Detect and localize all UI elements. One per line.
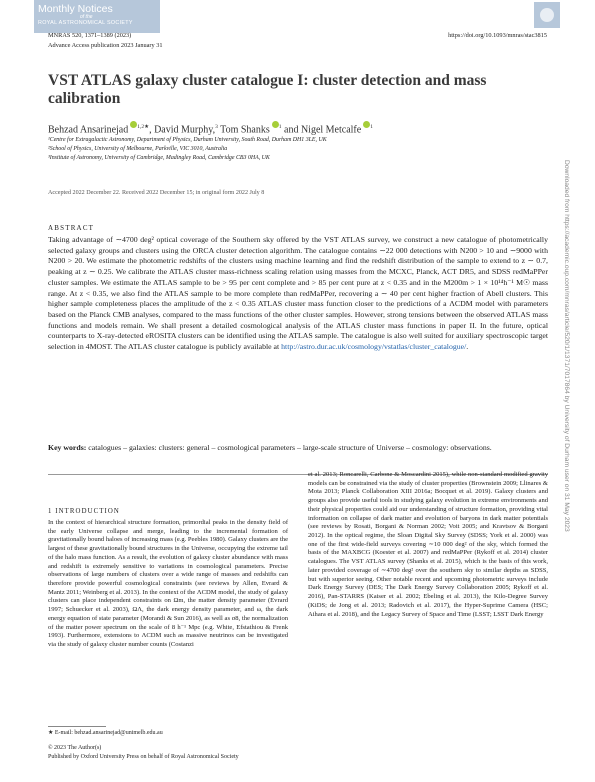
author-affil: 1: [278, 124, 282, 130]
corresponding-email[interactable]: ★ E-mail: behzad.ansarinejad@unimelb.edu.au: [48, 730, 163, 736]
author-affil: 3: [215, 124, 218, 130]
author-separator: and: [281, 124, 299, 136]
publisher-note: Published by Oxford University Press on behalf of Royal Astronomical Society: [48, 754, 239, 760]
catalogue-link[interactable]: http://astro.dur.ac.uk/cosmology/vstatlas/cluster_catalogue/: [281, 342, 467, 352]
affiliation: ³Institute of Astronomy, University of Cambridge, Madingley Road, Cambridge CB3 0HA, UK: [48, 155, 270, 161]
footnote-divider: [48, 726, 106, 727]
author-list: [48, 121, 373, 135]
download-watermark: Downloaded from https://academic.oup.com/mnras/article/520/1/1371/7017864 by University of Durham user on 31 May 2023: [563, 160, 570, 532]
abstract-heading: ABSTRACT: [48, 224, 95, 232]
advance-access: Advance Access publication 2023 January 31: [48, 42, 163, 49]
keywords: [48, 443, 548, 454]
abstract-text: [48, 235, 548, 353]
author-name: David Murphy,: [154, 124, 216, 136]
society-seal-icon: [534, 2, 560, 28]
author-affil: 1,2★: [137, 124, 150, 130]
paper-title: VST ATLAS galaxy cluster catalogue I: cluster detection and mass calibration: [48, 72, 487, 107]
affiliation: ¹Centre for Extragalactic Astronomy, Department of Physics, Durham University, South Road, Durham DH1 3LE, UK: [48, 137, 327, 143]
author-name: Behzad Ansarinejad: [48, 124, 129, 136]
keywords-text: catalogues – galaxies: clusters: general – cosmological parameters – large-scale structure of Universe – cosmology: observations.: [88, 443, 492, 452]
intro-left-column: In the context of hierarchical structure formation, primordial peaks in the density field of the early Universe collapse and merge, leading to the incremental formation of gravitationally bound haloes of increasing mass (e.g. Peebles 1980). Galaxy clusters are the largest of these gravitationally bound structures in the Universe, occupying the extreme tail of the halo mass function. As a result, the evolution of galaxy cluster abundance with mass and redshift is extremely sensitive to variations in cosmological parameters. Precise observations of large numbers of clusters over a wide range of masses and redshifts can therefore provide powerful cosmological constraints (see reviews by Allen, Evrard & Mantz 2011; Weinberg et al. 2013). In the context of the ΛCDM model, the study of galaxy clusters can place independent constraints on Ωm, the matter density parameter (Evrard 1997; Schuecker et al. 2003), ΩΛ, the dark energy density parameter, and ω, the dark energy equation of state parameter (Morandi & Sun 2016), as well as σ8, the normalization of the matter power spectrum on the scale of 8 h⁻¹ Mpc (e.g. White, Efstathiou & Frenk 1993). Furthermore, extensions to ΛCDM such as massive neutrinos can be investigated via the study of galaxy cluster number counts (Costanzi: [48, 519, 288, 649]
abstract-end: .: [466, 342, 469, 352]
doi-link[interactable]: https://doi.org/10.1093/mnras/stac3815: [448, 32, 547, 39]
author-name: Tom Shanks: [220, 124, 270, 136]
journal-of: of the: [80, 14, 93, 20]
citation: MNRAS 520, 1371–1389 (2023): [48, 32, 132, 39]
publication-dates: Accepted 2022 December 22. Received 2022 December 15; in original form 2022 July 8: [48, 190, 265, 196]
section-heading: 1 INTRODUCTION: [48, 508, 120, 515]
author-name: Nigel Metcalfe: [300, 124, 362, 136]
intro-right-column: et al. 2013; Roncarelli, Carbone & Moscardini 2015), while non-standard modified gravity models can be constrained via the study of cluster properties (Brownstein 2009; Llinares & Mota 2013; Planck Collaboration XIII 2016a; Bocquet et al. 2019). Galaxy clusters and groups also provide useful tools in studying galaxy evolution in extreme environments and their physical properties could aid our understanding of structure formation, providing vital information on collapse of dark matter and evolution of baryons in dark matter potentials (see reviews by Rosati, Borgani & Norman 2002; Voit 2005; and Kravtsov & Borgani 2012). In the optical regime, the Sloan Digital Sky Survey (SDSS; York et al. 2000) was one of the first wide-field surveys covering ∼10 000 deg² of the sky, which formed the basis of the MAXBCG (Koester et al. 2007) and redMaPPer (Rykoff et al. 2014) cluster catalogues. The VST ATLAS survey (Shanks et al. 2015), which is the basis of this work, later provided coverage of ∼4700 deg² over the southern sky to similar depths as SDSS, but with superior seeing. Other notable recent and upcoming photometric surveys include Dark Energy Survey (DES; The Dark Energy Survey Collaboration 2005; Rykoff et al. 2016), Pan-STARRS (Kaiser et al. 2002; Ebeling et al. 2013), the Kilo-Degree Survey (KiDS; de Jong et al. 2013; Radovich et al. 2017), the Hyper-Suprime Camera (HSC; Aihara et al. 2018), and the Legacy Survey of Space and Time (LSST; LSST Dark Energy: [308, 471, 548, 618]
affiliation: ²School of Physics, University of Melbourne, Parkville, VIC 3010, Australia: [48, 146, 228, 152]
journal-society: ROYAL ASTRONOMICAL SOCIETY: [38, 20, 133, 26]
journal-name: Monthly Notices: [38, 3, 113, 15]
copyright: © 2023 The Author(s): [48, 745, 102, 751]
abstract-body: Taking advantage of ∼4700 deg² optical coverage of the Southern sky offered by the VST ATLAS survey, we construct a new catalogue of photometrically selected galaxy groups and clusters using the ORCA cluster detection algorithm. The catalogue contains ∼22 000 detections with N200 > 10 and ∼9000 with N200 > 20. We estimate the photometric redshifts of the clusters using machine learning and find the redshift distribution of the sample to extend to z ∼ 0.7, peaking at z ∼ 0.25. We calibrate the ATLAS cluster mass-richness scaling relation using masses from the MCXC, Planck, ACT DR5, and SDSS redMaPPer cluster samples. We estimate the ATLAS sample to be > 95 per cent complete and > 85 per cent pure at z < 0.35 and in the M200m > 1 × 10¹⁴h⁻¹ M☉ mass range. At z < 0.35, we also find the ATLAS sample to be more complete than redMaPPer, recovering a ∼ 40 per cent higher fraction of Abell clusters. This higher sample completeness places the amplitude of the z < 0.35 ATLAS cluster mass function closer to the predictions of a ΛCDM model with parameters based on the Planck CMB analyses, compared to the mass functions of the other cluster samples. However, strong tensions between the observed ATLAS mass functions and models remain. We shall present a detailed cosmological analysis of the ATLAS cluster mass functions in paper II. In the future, optical counterparts to X-ray-detected eROSITA clusters can be identified using the ATLAS sample. The catalogue is also well suited for auxiliary spectroscopic target selection in 4MOST. The ATLAS cluster catalogue is publicly available at: [48, 235, 548, 352]
orcid-icon[interactable]: [272, 121, 279, 128]
author-separator: ,: [149, 124, 152, 136]
keywords-label: Key words:: [48, 443, 87, 452]
author-affil: 1: [370, 124, 373, 130]
